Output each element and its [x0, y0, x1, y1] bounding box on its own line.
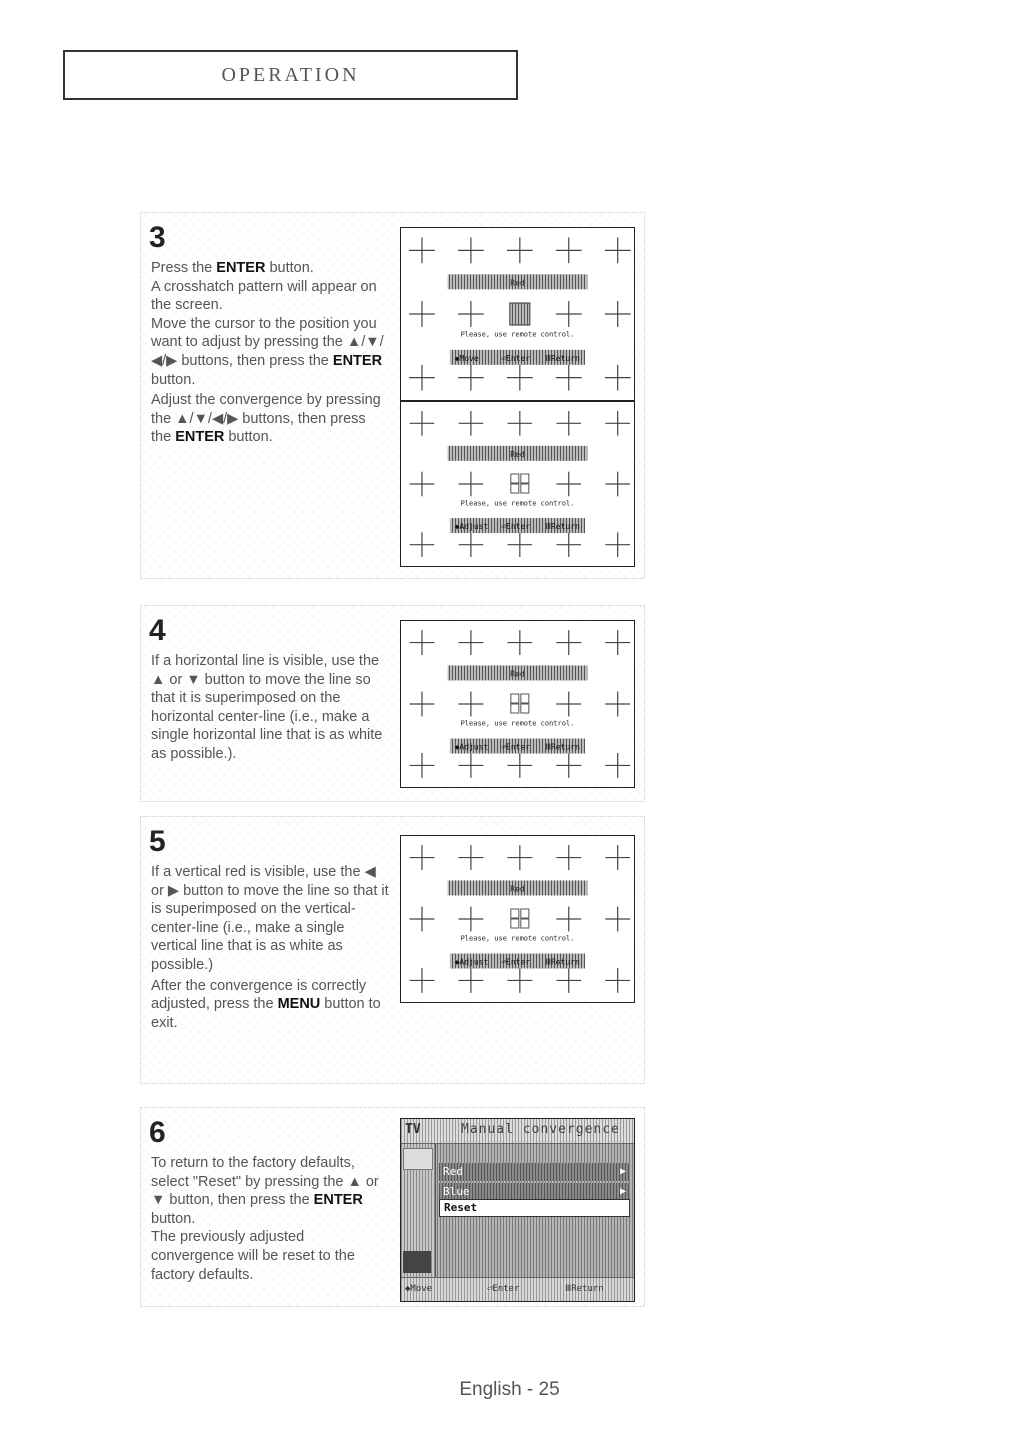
menu-footer [401, 1277, 634, 1301]
adjust-cursor [521, 909, 529, 918]
step-3-section [140, 212, 645, 579]
color-label: Red [510, 884, 525, 894]
menu-item-label: Blue [443, 1185, 470, 1198]
crosshatch-pattern [401, 621, 634, 787]
tv-icon [403, 1148, 433, 1170]
adjust-cursor [521, 694, 529, 703]
hint-move: ◆Adjust [454, 522, 489, 532]
menu-tv-label: TV [405, 1122, 421, 1137]
manual-convergence-menu [400, 1118, 635, 1302]
adjust-cursor [511, 704, 519, 713]
instruction-paragraph: Press the ENTER button. A crosshatch pattern will appear on the screen. Move the cursor to the position you want to adjust by pressing the ▲/▼/◀/▶ buttons, then press the ENTER button. [151, 260, 384, 388]
adjust-cursor [510, 303, 530, 325]
move-hint: ◆Move [405, 1284, 433, 1294]
adjust-cursor [511, 919, 519, 928]
crosshatch-pattern [401, 402, 634, 566]
enter-hint: ⏎Enter [487, 1284, 520, 1294]
crosshatch-screen [400, 620, 635, 788]
crosshatch-screen [400, 227, 635, 401]
page-header-title: OPERATION [221, 63, 360, 86]
setup-icon [403, 1251, 431, 1273]
remote-message: Please, use remote control. [460, 330, 575, 339]
hint-return: ⅢReturn [545, 353, 580, 363]
page-number: English - 25 [459, 1379, 560, 1400]
crosshatch-screen [400, 401, 635, 567]
arrow-right-icon: ▶ [619, 1186, 626, 1197]
step-4-section [140, 605, 645, 802]
menu-item-reset[interactable] [439, 1199, 630, 1217]
step-number: 3 [149, 221, 166, 254]
header-box [63, 50, 518, 100]
adjust-cursor [511, 694, 519, 703]
menu-item-label: Red [443, 1165, 463, 1178]
hint-enter: ⏎Enter [501, 742, 531, 752]
step-text [151, 1154, 389, 1284]
color-label: Red [510, 669, 525, 679]
menu-title: Manual convergence [461, 1122, 620, 1137]
adjust-cursor [521, 474, 529, 483]
step-5-section [140, 816, 645, 1084]
step-number: 6 [149, 1116, 166, 1149]
menu-sidebar [401, 1144, 436, 1277]
hint-return: ⅢReturn [545, 522, 580, 532]
crosshatch-pattern [401, 228, 634, 400]
color-label: Red [510, 449, 525, 459]
menu-item-label: Reset [444, 1201, 478, 1214]
remote-message: Please, use remote control. [460, 934, 575, 943]
crosshatch-screen [400, 835, 635, 1003]
hint-move: ◆Adjust [454, 742, 489, 752]
arrow-right-icon: ▶ [619, 1166, 626, 1177]
step-text [151, 863, 389, 1032]
hint-enter: ⏎Enter [501, 522, 531, 532]
step-number: 5 [149, 825, 166, 858]
adjust-cursor [521, 704, 529, 713]
step-text [151, 259, 389, 447]
hint-enter: ⏎Enter [501, 353, 531, 363]
color-label: Red [510, 278, 525, 288]
remote-message: Please, use remote control. [460, 499, 575, 508]
return-hint: ⅢReturn [565, 1284, 604, 1294]
adjust-cursor [511, 474, 519, 483]
crosshatch-pattern [401, 836, 634, 1002]
adjust-cursor [521, 919, 529, 928]
step-6-section [140, 1107, 645, 1307]
hint-enter: ⏎Enter [501, 957, 531, 967]
instruction-paragraph: After the convergence is correctly adjusted, press the MENU button to exit. [151, 977, 381, 1031]
menu-item-red[interactable] [439, 1163, 630, 1181]
step-number: 4 [149, 614, 166, 647]
menu-title-bar [401, 1119, 634, 1144]
hint-move: ◆Move [454, 353, 479, 363]
hint-move: ◆Adjust [454, 957, 489, 967]
hint-return: ⅢReturn [545, 742, 580, 752]
instruction-paragraph: If a vertical red is visible, use the ◀ or ▶ button to move the line so that it is superimposed on the vertical-center-line (i.e., make a single vertical line that is as white as possible.) [151, 864, 389, 973]
instruction-paragraph: Adjust the convergence by pressing the ▲/▼/◀/▶ buttons, then press the ENTER button. [151, 392, 381, 446]
adjust-cursor [511, 484, 519, 493]
hint-return: ⅢReturn [545, 957, 580, 967]
adjust-cursor [511, 909, 519, 918]
remote-message: Please, use remote control. [460, 719, 575, 728]
instruction-paragraph: To return to the factory defaults, select "Reset" by pressing the ▲ or ▼ button, then press the ENTER button. The previously adjusted convergence will be reset to the factory defaults. [151, 1155, 379, 1283]
adjust-cursor [521, 484, 529, 493]
step-text [151, 652, 389, 764]
instruction-paragraph: If a horizontal line is visible, use the ▲ or ▼ button to move the line so that it is superimposed on the horizontal center-line (i.e., make a single horizontal line that is as white as possible.). [151, 653, 383, 762]
